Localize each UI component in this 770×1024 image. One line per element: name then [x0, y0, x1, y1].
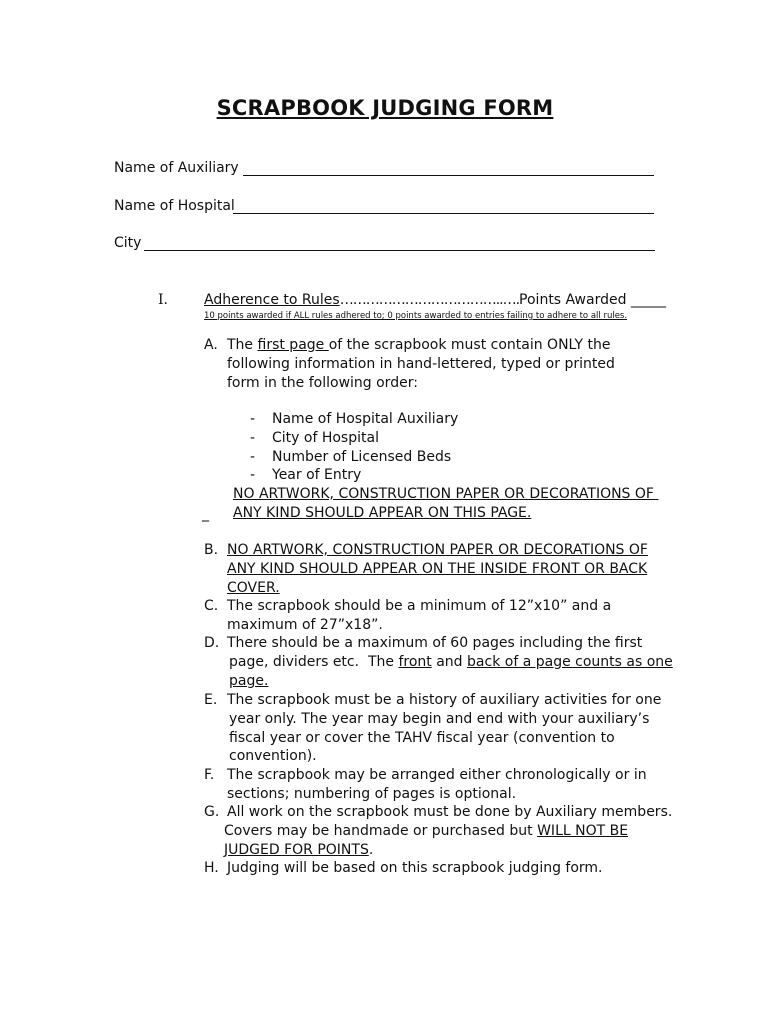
points-awarded-blank[interactable]: _____ [630, 292, 666, 308]
item-letters-b-c [204, 541, 218, 560]
item-a-warning-line-1: NO ARTWORK, CONSTRUCTION PAPER OR DECORATIONS OF [233, 486, 659, 502]
hospital-name-line[interactable] [233, 213, 654, 214]
item-c-letter: C. [204, 598, 219, 614]
item-f-text: The scrapbook may be arranged either chronologically or in sections; numbering of pages is optional. [227, 767, 647, 802]
front-emphasis: front [398, 653, 432, 670]
form-title: SCRAPBOOK JUDGING FORM [216, 96, 554, 120]
item-b-text: NO ARTWORK, CONSTRUCTION PAPER OR DECORATIONS OF ANY KIND SHOULD APPEAR ON THE INSIDE FRONT OR BACK COVER. [227, 542, 648, 596]
list-item: - City of Hospital [250, 429, 379, 446]
points-awarded-label: Points Awarded [519, 292, 627, 308]
item-e-text: The scrapbook must be a history of auxiliary activities for one year only. The year may begin and end with your auxiliary’s fiscal year or cover the TAHV fiscal year (convention to convention). [227, 692, 662, 765]
item-c-text: The scrapbook should be a minimum of 12”x10” and a maximum of 27”x18”. [227, 598, 612, 633]
list-item: - Number of Licensed Beds [250, 448, 452, 465]
item-g-text: All work on the scrapbook must be done by Auxiliary members. Covers may be handmade or purchased but WILL NOT BE JUDGED FOR POINTS. [224, 804, 673, 858]
auxiliary-name-line[interactable] [243, 175, 654, 176]
city-line[interactable] [144, 250, 655, 251]
item-g-letter: G. [204, 804, 220, 820]
leader-dots: ………………………………..…. [339, 292, 520, 308]
item-a-line-2: following information in hand-lettered, typed or printed [227, 355, 615, 372]
item-a-line-3: form in the following order: [227, 374, 418, 391]
item-a-letter: A. [204, 337, 218, 353]
item-e-letter: E. [204, 692, 218, 708]
back-page-emphasis: back of a page counts as one [467, 653, 673, 670]
hospital-name-label: Name of Hospital [114, 198, 235, 214]
item-d-text: There should be a maximum of 60 pages including the first page, dividers etc. The front and back of a page counts as one page. [227, 635, 673, 689]
section-heading-row [204, 291, 666, 310]
first-page-emphasis: first page [257, 337, 329, 353]
section-numeral: I. [158, 292, 168, 308]
item-d-letter: D. [204, 635, 220, 651]
list-item: - Name of Hospital Auxiliary [250, 411, 459, 427]
list-item: - Year of Entry [250, 467, 362, 484]
judged-for-points-emphasis: JUDGED FOR POINTS [224, 841, 369, 858]
item-a-text [227, 336, 615, 392]
item-a-warning-line-2: ANY KIND SHOULD APPEAR ON THIS PAGE. [233, 505, 532, 521]
will-not-be-emphasis: WILL NOT BE [537, 822, 629, 839]
stray-underscore: _ [202, 506, 209, 522]
item-f-letter: F. [204, 767, 215, 783]
item-h-text: Judging will be based on this scrapbook judging form. [227, 860, 603, 876]
section-heading: Adherence to Rules [204, 292, 340, 308]
item-a-list [250, 410, 458, 485]
section-note: 10 points awarded if ALL rules adhered to; 0 points awarded to entries failing to adhere to all rules. [204, 311, 628, 321]
item-h-letter: H. [204, 860, 219, 876]
item-b-letter: B. [204, 542, 219, 558]
city-label: City [114, 235, 142, 251]
auxiliary-name-label: Name of Auxiliary [114, 160, 239, 176]
item-a-line-1: The first page of the scrapbook must contain ONLY the [227, 337, 611, 353]
